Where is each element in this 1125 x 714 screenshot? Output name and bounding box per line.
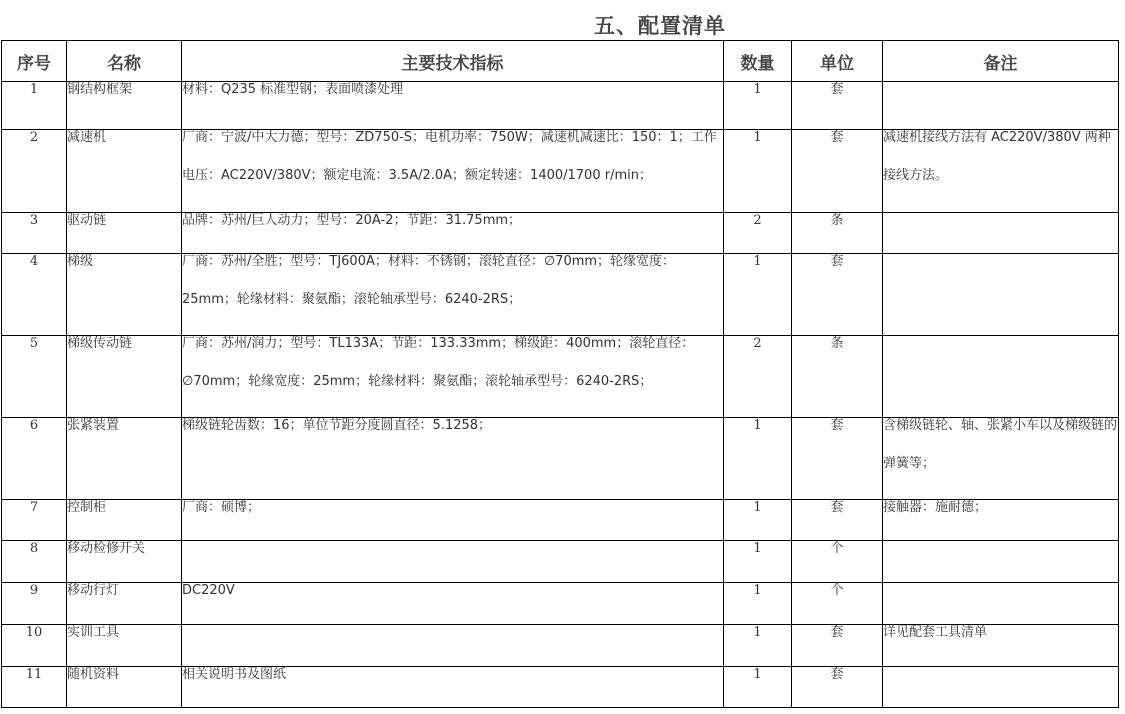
row-number: 1 bbox=[2, 82, 67, 130]
row-unit: 套 bbox=[792, 82, 883, 130]
row-quantity: 1 bbox=[724, 667, 792, 708]
row-note bbox=[883, 254, 1119, 336]
table-row bbox=[2, 667, 1119, 708]
header-unit: 单位 bbox=[792, 41, 883, 82]
row-quantity: 1 bbox=[724, 625, 792, 667]
row-number: 9 bbox=[2, 583, 67, 625]
row-name: 实训工具 bbox=[67, 625, 182, 667]
row-quantity: 1 bbox=[724, 500, 792, 541]
table-row bbox=[2, 500, 1119, 541]
table-row bbox=[2, 130, 1119, 213]
row-number: 7 bbox=[2, 500, 67, 541]
row-unit: 条 bbox=[792, 336, 883, 418]
header-qty: 数量 bbox=[724, 41, 792, 82]
row-name: 控制柜 bbox=[67, 500, 182, 541]
row-spec: 相关说明书及图纸 bbox=[182, 667, 724, 708]
header-note: 备注 bbox=[883, 41, 1119, 82]
table-row bbox=[2, 254, 1119, 336]
row-quantity: 1 bbox=[724, 254, 792, 336]
row-name: 移动检修开关 bbox=[67, 541, 182, 583]
row-name: 减速机 bbox=[67, 130, 182, 213]
row-quantity: 1 bbox=[724, 583, 792, 625]
row-spec: 材料：Q235 标准型钢；表面喷漆处理 bbox=[182, 82, 724, 130]
row-spec: 梯级链轮齿数：16；单位节距分度圆直径：5.1258； bbox=[182, 418, 724, 500]
row-name: 驱动链 bbox=[67, 213, 182, 254]
row-spec: 品牌：苏州/巨人动力；型号：20A-2；节距：31.75mm； bbox=[182, 213, 724, 254]
row-spec bbox=[182, 541, 724, 583]
row-unit: 套 bbox=[792, 254, 883, 336]
row-note: 含梯级链轮、轴、张紧小车以及梯级链的弹簧等； bbox=[883, 418, 1119, 500]
row-spec: 厂商：苏州/全胜；型号：TJ600A；材料：不锈钢；滚轮直径：∅70mm；轮缘宽度：25mm；轮缘材料：聚氨酯；滚轮轴承型号：6240-2RS； bbox=[182, 254, 724, 336]
header-no: 序号 bbox=[2, 41, 67, 82]
row-quantity: 1 bbox=[724, 130, 792, 213]
row-name: 梯级 bbox=[67, 254, 182, 336]
row-number: 2 bbox=[2, 130, 67, 213]
row-unit: 套 bbox=[792, 130, 883, 213]
table-row bbox=[2, 418, 1119, 500]
header-name: 名称 bbox=[67, 41, 182, 82]
row-name: 移动行灯 bbox=[67, 583, 182, 625]
row-number: 11 bbox=[2, 667, 67, 708]
row-note bbox=[883, 541, 1119, 583]
row-number: 5 bbox=[2, 336, 67, 418]
table-row bbox=[2, 336, 1119, 418]
row-quantity: 1 bbox=[724, 82, 792, 130]
table-row bbox=[2, 625, 1119, 667]
table-row bbox=[2, 541, 1119, 583]
row-name: 钢结构框架 bbox=[67, 82, 182, 130]
table-header-row bbox=[2, 41, 1119, 82]
row-note bbox=[883, 336, 1119, 418]
row-unit: 套 bbox=[792, 500, 883, 541]
row-unit: 个 bbox=[792, 583, 883, 625]
row-quantity: 2 bbox=[724, 336, 792, 418]
row-quantity: 1 bbox=[724, 418, 792, 500]
row-note bbox=[883, 213, 1119, 254]
row-name: 张紧装置 bbox=[67, 418, 182, 500]
row-spec: 厂商：硕博； bbox=[182, 500, 724, 541]
row-name: 随机资料 bbox=[67, 667, 182, 708]
row-unit: 套 bbox=[792, 667, 883, 708]
row-number: 6 bbox=[2, 418, 67, 500]
row-spec: 厂商：宁波/中大力德；型号：ZD750-S；电机功率：750W；减速机减速比：150：1；工作电压：AC220V/380V；额定电流：3.5A/2.0A；额定转速：1400/1700 r/min； bbox=[182, 130, 724, 213]
header-spec: 主要技术指标 bbox=[182, 41, 724, 82]
row-number: 4 bbox=[2, 254, 67, 336]
row-note: 减速机接线方法有 AC220V/380V 两种接线方法。 bbox=[883, 130, 1119, 213]
row-unit: 个 bbox=[792, 541, 883, 583]
row-spec: DC220V bbox=[182, 583, 724, 625]
row-number: 10 bbox=[2, 625, 67, 667]
row-note bbox=[883, 667, 1119, 708]
row-unit: 套 bbox=[792, 418, 883, 500]
row-unit: 套 bbox=[792, 625, 883, 667]
row-spec: 厂商：苏州/润力；型号：TL133A；节距：133.33mm；梯级距：400mm；滚轮直径：∅70mm；轮缘宽度：25mm；轮缘材料：聚氨酯；滚轮轴承型号：6240-2RS； bbox=[182, 336, 724, 418]
row-quantity: 1 bbox=[724, 541, 792, 583]
row-name: 梯级传动链 bbox=[67, 336, 182, 418]
row-number: 3 bbox=[2, 213, 67, 254]
row-note: 详见配套工具清单 bbox=[883, 625, 1119, 667]
row-note: 接触器：施耐德； bbox=[883, 500, 1119, 541]
page-title: 五、配置清单 bbox=[594, 13, 726, 38]
row-unit: 条 bbox=[792, 213, 883, 254]
config-table bbox=[1, 40, 1119, 708]
row-quantity: 2 bbox=[724, 213, 792, 254]
row-number: 8 bbox=[2, 541, 67, 583]
